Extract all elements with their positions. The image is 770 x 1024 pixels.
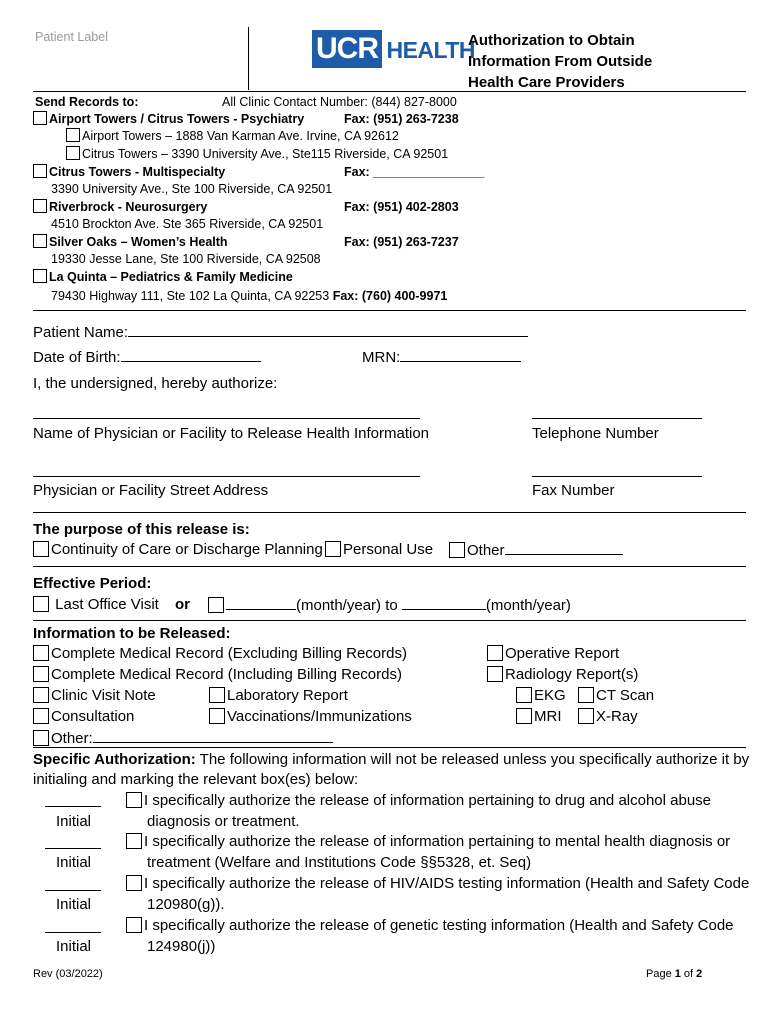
fax-silver-oaks: Fax: (951) 263-7237 <box>344 235 459 249</box>
info-ekg[interactable]: EKG <box>516 686 566 706</box>
physician-name-line[interactable] <box>33 418 420 419</box>
info-mri[interactable]: MRI <box>516 707 562 727</box>
page-number: Page 1 of 2 <box>646 968 703 980</box>
checkbox[interactable] <box>33 541 49 557</box>
clinic-sub-citrus[interactable]: Citrus Towers – 3390 University Ave., Ste115 Riverside, CA 92501 <box>66 146 448 163</box>
checkbox[interactable] <box>578 708 594 724</box>
checkbox[interactable] <box>487 666 503 682</box>
checkbox[interactable] <box>516 708 532 724</box>
checkbox[interactable] <box>33 269 47 283</box>
initial-line-4[interactable] <box>45 932 101 933</box>
purpose-title: The purpose of this release is: <box>33 521 250 538</box>
checkbox[interactable] <box>33 708 49 724</box>
logo-health: HEALTH <box>386 37 476 63</box>
initial-label-2: Initial <box>56 854 92 871</box>
info-vaccinations[interactable]: Vaccinations/Immunizations <box>209 707 412 727</box>
info-xray[interactable]: X-Ray <box>578 707 638 727</box>
auth-mental-health-cont: treatment (Welfare and Institutions Code §§5328, et. Seq) <box>147 854 532 871</box>
checkbox[interactable] <box>578 687 594 703</box>
clinic-sub-airport[interactable]: Airport Towers – 1888 Van Karman Ave. Irvine, CA 92612 <box>66 128 399 145</box>
purpose-personal[interactable]: Personal Use <box>325 540 433 560</box>
auth-genetic-cont: 124980(j)) <box>147 938 216 955</box>
checkbox[interactable] <box>33 730 49 746</box>
logo-ucr: UCR <box>312 30 382 68</box>
address-la-quinta: 79430 Highway 111, Ste 102 La Quinta, CA 92253 Fax: (760) 400-9971 <box>51 289 448 303</box>
clinic-contact-number: All Clinic Contact Number: (844) 827-8000 <box>222 95 457 109</box>
address-silver-oaks: 19330 Jesse Lane, Ste 100 Riverside, CA 92508 <box>51 252 321 266</box>
checkbox[interactable] <box>33 645 49 661</box>
checkbox[interactable] <box>209 708 225 724</box>
info-title: Information to be Released: <box>33 625 231 642</box>
checkbox[interactable] <box>487 645 503 661</box>
checkbox[interactable] <box>66 128 80 142</box>
address-line[interactable] <box>33 476 420 477</box>
divider <box>33 91 746 92</box>
ucr-health-logo <box>312 30 475 68</box>
checkbox[interactable] <box>516 687 532 703</box>
fax-line[interactable] <box>532 476 702 477</box>
clinic-option-silver-oaks[interactable]: Silver Oaks – Women’s Health <box>33 234 228 251</box>
info-ct-scan[interactable]: CT Scan <box>578 686 654 706</box>
checkbox[interactable] <box>33 199 47 213</box>
checkbox[interactable] <box>33 687 49 703</box>
telephone-line[interactable] <box>532 418 702 419</box>
physician-name-label: Name of Physician or Facility to Release Health Information <box>33 425 430 442</box>
auth-drug-alcohol[interactable]: I specifically authorize the release of information pertaining to drug and alcohol abuse <box>126 791 711 811</box>
info-radiology[interactable]: Radiology Report(s) <box>487 665 638 685</box>
info-lab-report[interactable]: Laboratory Report <box>209 686 348 706</box>
effective-title: Effective Period: <box>33 575 152 592</box>
checkbox[interactable] <box>33 164 47 178</box>
specific-intro-2: initialing and marking the relevant box(es) below: <box>33 771 359 788</box>
mrn-field[interactable]: MRN: <box>362 347 521 368</box>
last-office-visit[interactable]: Last Office Visit <box>33 595 159 615</box>
checkbox[interactable] <box>126 917 142 933</box>
initial-line-3[interactable] <box>45 890 101 891</box>
info-other[interactable]: Other: <box>33 728 333 749</box>
checkbox[interactable] <box>449 542 465 558</box>
auth-hiv-cont: 120980(g)). <box>147 896 225 913</box>
checkbox[interactable] <box>33 234 47 248</box>
dob-field[interactable]: Date of Birth: <box>33 347 261 368</box>
telephone-label: Telephone Number <box>532 425 659 442</box>
purpose-other[interactable]: Other <box>449 540 623 561</box>
auth-drug-alcohol-cont: diagnosis or treatment. <box>147 813 300 830</box>
divider <box>33 310 746 311</box>
specific-intro: Specific Authorization: The following information will not be released unless you specifically authorize it by <box>33 751 750 768</box>
address-riverbrock: 4510 Brockton Ave. Ste 365 Riverside, CA 92501 <box>51 217 324 231</box>
address-citrus-multi: 3390 University Ave., Ste 100 Riverside, CA 92501 <box>51 182 333 196</box>
info-operative[interactable]: Operative Report <box>487 644 619 664</box>
initial-label-1: Initial <box>56 813 92 830</box>
fax-label: Fax Number <box>532 482 615 499</box>
checkbox[interactable] <box>33 596 49 612</box>
clinic-option-riverbrock[interactable]: Riverbrock - Neurosurgery <box>33 199 207 216</box>
fax-riverbrock: Fax: (951) 402-2803 <box>344 200 459 214</box>
initial-label-3: Initial <box>56 896 92 913</box>
checkbox[interactable] <box>208 597 224 613</box>
divider <box>33 747 746 748</box>
address-label: Physician or Facility Street Address <box>33 482 269 499</box>
clinic-option-airport-citrus[interactable]: Airport Towers / Citrus Towers - Psychiatry <box>33 111 304 128</box>
clinic-option-la-quinta[interactable]: La Quinta – Pediatrics & Family Medicine <box>33 269 293 286</box>
purpose-continuity[interactable]: Continuity of Care or Discharge Planning <box>33 540 323 560</box>
initial-line-1[interactable] <box>45 806 101 807</box>
revision: Rev (03/2022) <box>33 968 103 980</box>
patient-label: Patient Label <box>35 30 108 44</box>
info-incl-billing[interactable]: Complete Medical Record (Including Billing Records) <box>33 665 402 685</box>
checkbox[interactable] <box>325 541 341 557</box>
patient-name-field[interactable]: Patient Name: <box>33 322 528 343</box>
initial-label-4: Initial <box>56 938 92 955</box>
or-label: or <box>175 596 190 613</box>
authorize-text: I, the undersigned, hereby authorize: <box>33 375 278 392</box>
checkbox[interactable] <box>209 687 225 703</box>
info-consultation[interactable]: Consultation <box>33 707 134 727</box>
checkbox[interactable] <box>33 666 49 682</box>
checkbox[interactable] <box>33 111 47 125</box>
checkbox[interactable] <box>126 833 142 849</box>
form-title: Authorization to Obtain Information From Outside Health Care Providers <box>468 32 653 91</box>
divider <box>33 620 746 621</box>
send-records-label: Send Records to: <box>35 95 139 109</box>
divider <box>33 512 746 513</box>
auth-hiv[interactable]: I specifically authorize the release of HIV/AIDS testing information (Health and Safety Code <box>126 874 749 894</box>
checkbox[interactable] <box>66 146 80 160</box>
checkbox[interactable] <box>126 792 142 808</box>
auth-mental-health[interactable]: I specifically authorize the release of information pertaining to mental health diagnosis or <box>126 832 730 852</box>
info-clinic-visit[interactable]: Clinic Visit Note <box>33 686 156 706</box>
fax-citrus-multi: Fax: ________________ <box>344 165 485 179</box>
initial-line-2[interactable] <box>45 848 101 849</box>
auth-genetic[interactable]: I specifically authorize the release of genetic testing information (Health and Safety Code <box>126 916 734 936</box>
header-divider <box>248 27 249 90</box>
info-excl-billing[interactable]: Complete Medical Record (Excluding Billing Records) <box>33 644 407 664</box>
fax-airport-citrus: Fax: (951) 263-7238 <box>344 112 459 126</box>
divider <box>33 566 746 567</box>
date-range[interactable]: (month/year) to (month/year) <box>208 595 571 616</box>
checkbox[interactable] <box>126 875 142 891</box>
clinic-option-citrus-multi[interactable]: Citrus Towers - Multispecialty <box>33 164 225 181</box>
